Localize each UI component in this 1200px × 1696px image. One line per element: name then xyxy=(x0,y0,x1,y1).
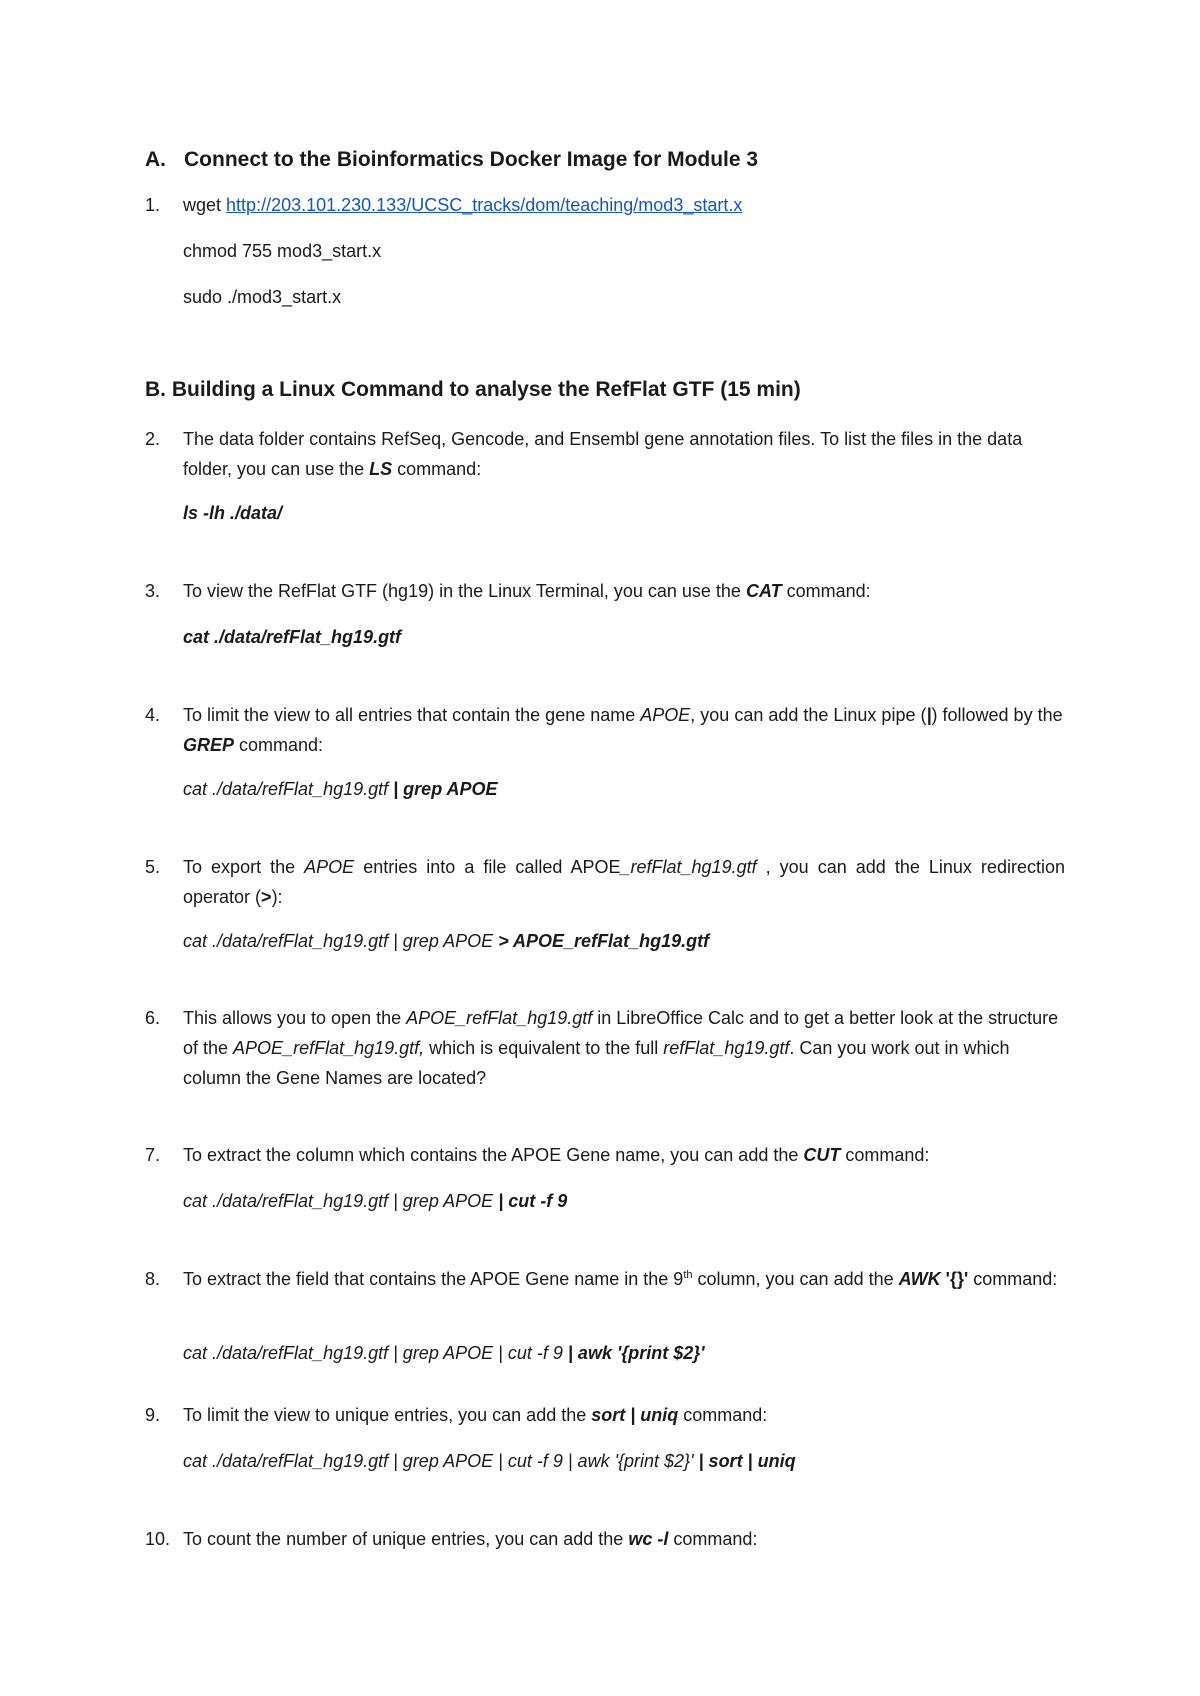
step-7-text-2: command: xyxy=(840,1145,930,1165)
step-6 xyxy=(145,1003,1065,1093)
step-7 xyxy=(145,1140,1065,1170)
step-8-command-prefix: cat ./data/refFlat_hg19.gtf | grep APOE | cut -f 9 xyxy=(183,1343,563,1363)
section-a-title: Connect to the Bioinformatics Docker Image for Module 3 xyxy=(184,148,759,171)
step-2-keyword: LS xyxy=(369,459,393,479)
step-4-text-3: ) followed by the xyxy=(931,705,1063,725)
step-9-command-prefix: cat ./data/refFlat_hg19.gtf | grep APOE | cut -f 9 | awk '{print $2}' xyxy=(183,1451,694,1471)
step-4 xyxy=(145,700,1065,760)
step-7-number: 7. xyxy=(145,1145,161,1165)
step-4-command-bold: | grep APOE xyxy=(388,779,498,799)
step-5-operator: > xyxy=(261,887,272,907)
step-9-command xyxy=(183,1446,1063,1476)
mod3-start-link[interactable]: http://203.101.230.133/UCSC_tracks/dom/teaching/mod3_start.x xyxy=(226,195,743,215)
step-6-text-4: . Can you work out in which column the Gene Names are located? xyxy=(183,1038,1010,1088)
step-6-file-1: APOE_refFlat_hg19.gtf xyxy=(406,1008,593,1028)
step-7-command-bold: | cut -f 9 xyxy=(493,1191,568,1211)
step-9-text-1: To limit the view to unique entries, you can add the xyxy=(183,1405,592,1425)
step-8 xyxy=(145,1264,1065,1294)
step-2-text-1: The data folder contains RefSeq, Gencode, and Ensembl gene annotation files. To list the files in the data folder, you can use the xyxy=(183,429,1023,479)
step-3-command xyxy=(183,622,1063,652)
step-4-text-4: command: xyxy=(234,735,324,755)
step-4-keyword: GREP xyxy=(183,735,235,755)
step-9 xyxy=(145,1400,1065,1430)
step-2-command xyxy=(183,498,1063,528)
step-8-command xyxy=(183,1338,1063,1368)
step-3-text-1: To view the RefFlat GTF (hg19) in the Linux Terminal, you can use the xyxy=(183,581,746,601)
step-3-keyword: CAT xyxy=(745,581,782,601)
step-7-command-prefix: cat ./data/refFlat_hg19.gtf | grep APOE xyxy=(183,1191,494,1211)
step-9-text-2: command: xyxy=(678,1405,768,1425)
step-8-text-3: command: xyxy=(968,1269,1058,1289)
step-8-keyword-braces: '{}' xyxy=(945,1269,969,1289)
step-2-text-2: command: xyxy=(392,459,482,479)
step-8-number: 8. xyxy=(145,1269,161,1289)
step-2-number: 2. xyxy=(145,429,161,449)
step-6-text-1: This allows you to open the xyxy=(183,1008,407,1028)
step-7-text-1: To extract the column which contains the APOE Gene name, you can add the xyxy=(183,1145,804,1165)
step-9-number: 9. xyxy=(145,1405,161,1425)
step-4-gene: APOE xyxy=(640,705,691,725)
step-8-superscript: th xyxy=(683,1269,693,1281)
step-1-wget: wget xyxy=(183,195,222,215)
step-8-command-bold: | awk '{print $2}' xyxy=(562,1343,705,1363)
step-5-command xyxy=(183,926,1063,956)
step-2 xyxy=(145,424,1065,484)
step-6-number: 6. xyxy=(145,1008,161,1028)
step-5-file: _refFlat_hg19.gtf xyxy=(620,857,757,877)
step-4-command-prefix: cat ./data/refFlat_hg19.gtf xyxy=(183,779,389,799)
step-4-text-2: , you can add the Linux pipe ( xyxy=(690,705,927,725)
step-5-text-1: To export the xyxy=(183,857,305,877)
step-10-text-2: command: xyxy=(668,1529,758,1549)
step-1-number: 1. xyxy=(145,195,161,215)
step-5-command-bold: > APOE_refFlat_hg19.gtf xyxy=(493,931,710,951)
step-4-text-1: To limit the view to all entries that contain the gene name xyxy=(183,705,641,725)
step-6-file-3: refFlat_hg19.gtf xyxy=(663,1038,790,1058)
step-5 xyxy=(145,852,1065,912)
step-10 xyxy=(145,1524,1065,1554)
step-5-text-3: , you can add the Linux redirection operator ( xyxy=(183,857,1065,907)
step-9-keyword: sort | uniq xyxy=(591,1405,679,1425)
step-3-text-2: command: xyxy=(781,581,871,601)
step-2-command-text: ls -lh ./data/ xyxy=(183,503,283,523)
step-5-number: 5. xyxy=(145,857,161,877)
step-4-pipe: | xyxy=(926,705,932,725)
step-8-text-1: To extract the field that contains the APOE Gene name in the 9 xyxy=(183,1269,684,1289)
step-9-command-bold: | sort | uniq xyxy=(693,1451,796,1471)
section-a-heading xyxy=(145,148,758,172)
step-8-keyword: AWK xyxy=(898,1269,941,1289)
step-3-number: 3. xyxy=(145,581,161,601)
step-5-text-2: entries into a file called APOE xyxy=(354,857,621,877)
step-10-number: 10. xyxy=(145,1529,171,1549)
section-a-letter: A. xyxy=(145,148,166,171)
step-1-sudo-command: sudo ./mod3_start.x xyxy=(183,287,342,307)
step-5-gene: APOE xyxy=(304,857,355,877)
step-6-file-2: APOE_refFlat_hg19.gtf, xyxy=(233,1038,425,1058)
step-8-text-2: column, you can add the xyxy=(692,1269,899,1289)
step-1 xyxy=(145,190,1065,220)
step-6-text-3: which is equivalent to the full xyxy=(424,1038,664,1058)
step-6-text-2: in LibreOffice Calc and to get a better look at the structure of the xyxy=(183,1008,1059,1058)
step-3 xyxy=(145,576,1065,606)
step-3-command-text: cat ./data/refFlat_hg19.gtf xyxy=(183,627,402,647)
step-10-keyword: wc -l xyxy=(628,1529,669,1549)
step-7-command xyxy=(183,1186,1063,1216)
step-7-keyword: CUT xyxy=(803,1145,841,1165)
section-b-heading: B. Building a Linux Command to analyse the RefFlat GTF (15 min) xyxy=(145,378,801,401)
step-1-chmod-command: chmod 755 mod3_start.x xyxy=(183,241,382,261)
step-5-command-prefix: cat ./data/refFlat_hg19.gtf | grep APOE xyxy=(183,931,494,951)
step-4-command xyxy=(183,774,1063,804)
step-5-text-4: ): xyxy=(271,887,283,907)
step-10-text-1: To count the number of unique entries, you can add the xyxy=(183,1529,629,1549)
step-4-number: 4. xyxy=(145,705,161,725)
